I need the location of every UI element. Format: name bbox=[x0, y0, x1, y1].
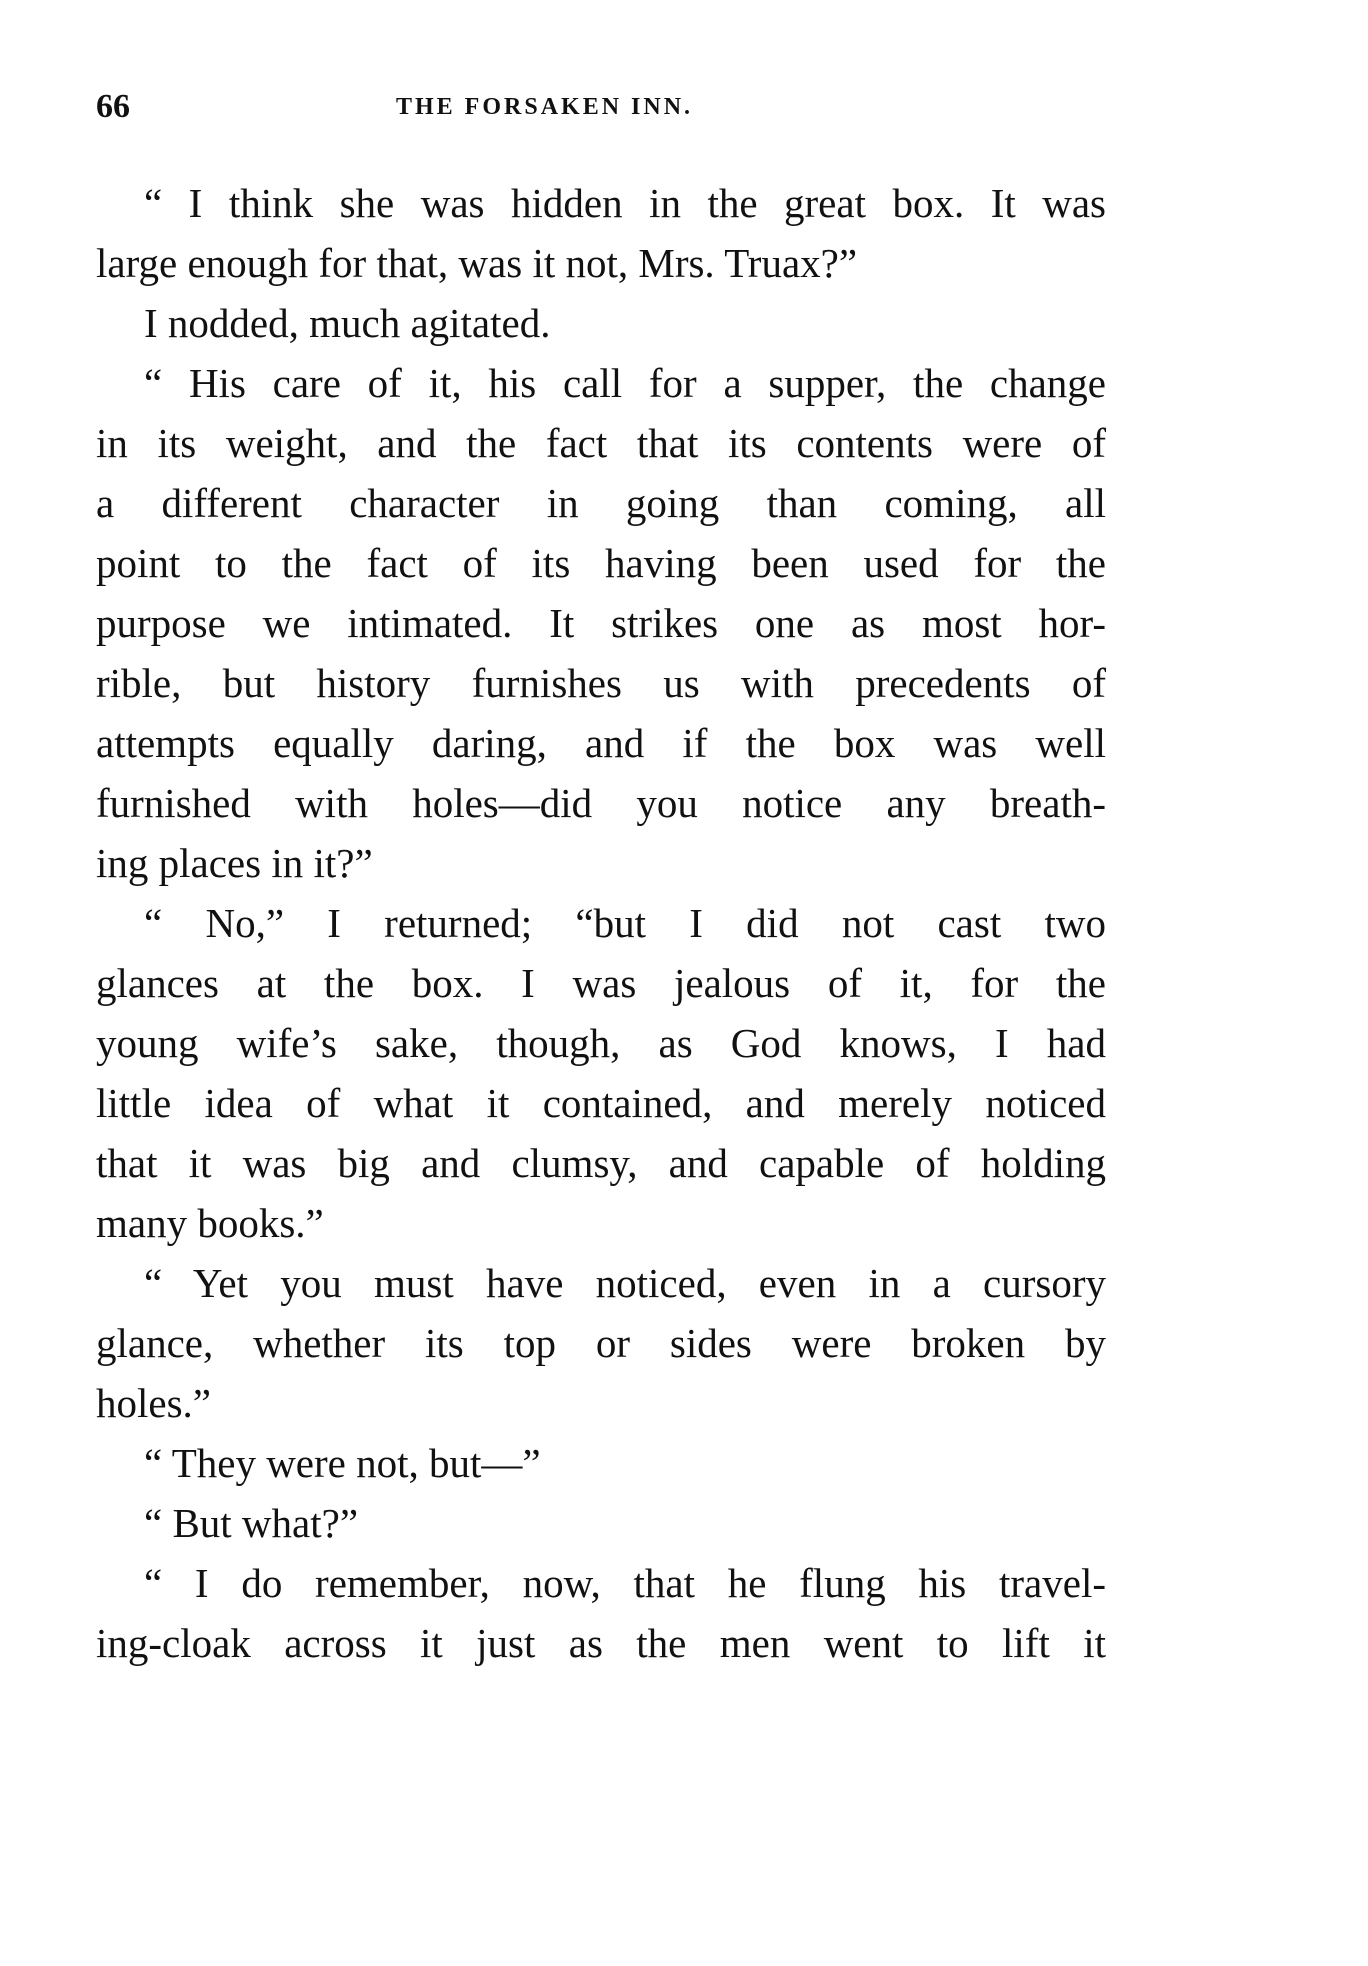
text-line: attempts equally daring, and if the box was well bbox=[96, 720, 1106, 766]
text-line: glances at the box. I was jealous of it, for the bbox=[96, 960, 1106, 1006]
text-line: “ But what?” bbox=[144, 1500, 359, 1546]
text-line: rible, but history furnishes us with precedents of bbox=[96, 660, 1106, 706]
text-line: purpose we intimated. It strikes one as most hor- bbox=[96, 600, 1106, 646]
text-line: holes.” bbox=[96, 1380, 211, 1426]
text-line: “ I think she was hidden in the great box. It was bbox=[144, 180, 1106, 226]
text-line: in its weight, and the fact that its contents were of bbox=[96, 420, 1106, 466]
text-line: “ Yet you must have noticed, even in a cursory bbox=[144, 1260, 1106, 1306]
text-line: I nodded, much agitated. bbox=[144, 300, 551, 346]
text-line: many books.” bbox=[96, 1200, 324, 1246]
text-line: that it was big and clumsy, and capable of holding bbox=[96, 1140, 1106, 1186]
text-line: “ I do remember, now, that he flung his travel- bbox=[144, 1560, 1106, 1606]
page-number: 66 bbox=[96, 88, 130, 125]
text-line: large enough for that, was it not, Mrs. Truax?” bbox=[96, 240, 858, 286]
text-line: “ No,” I returned; “but I did not cast two bbox=[144, 900, 1106, 946]
text-line: ing places in it?” bbox=[96, 840, 373, 886]
text-line: ing-cloak across it just as the men went to lift it bbox=[96, 1620, 1106, 1666]
text-line: “ They were not, but—” bbox=[144, 1440, 541, 1486]
body-text bbox=[96, 173, 1106, 1673]
text-line: point to the fact of its having been used for the bbox=[96, 540, 1106, 586]
text-line: a different character in going than coming, all bbox=[96, 480, 1106, 526]
text-line: young wife’s sake, though, as God knows, I had bbox=[96, 1020, 1106, 1066]
running-title: THE FORSAKEN INN. bbox=[396, 94, 694, 120]
running-head bbox=[96, 82, 1106, 132]
text-line: furnished with holes—did you notice any breath- bbox=[96, 780, 1106, 826]
text-line: glance, whether its top or sides were broken by bbox=[96, 1320, 1106, 1366]
text-line: “ His care of it, his call for a supper, the change bbox=[144, 360, 1106, 406]
text-line: little idea of what it contained, and merely noticed bbox=[96, 1080, 1106, 1126]
